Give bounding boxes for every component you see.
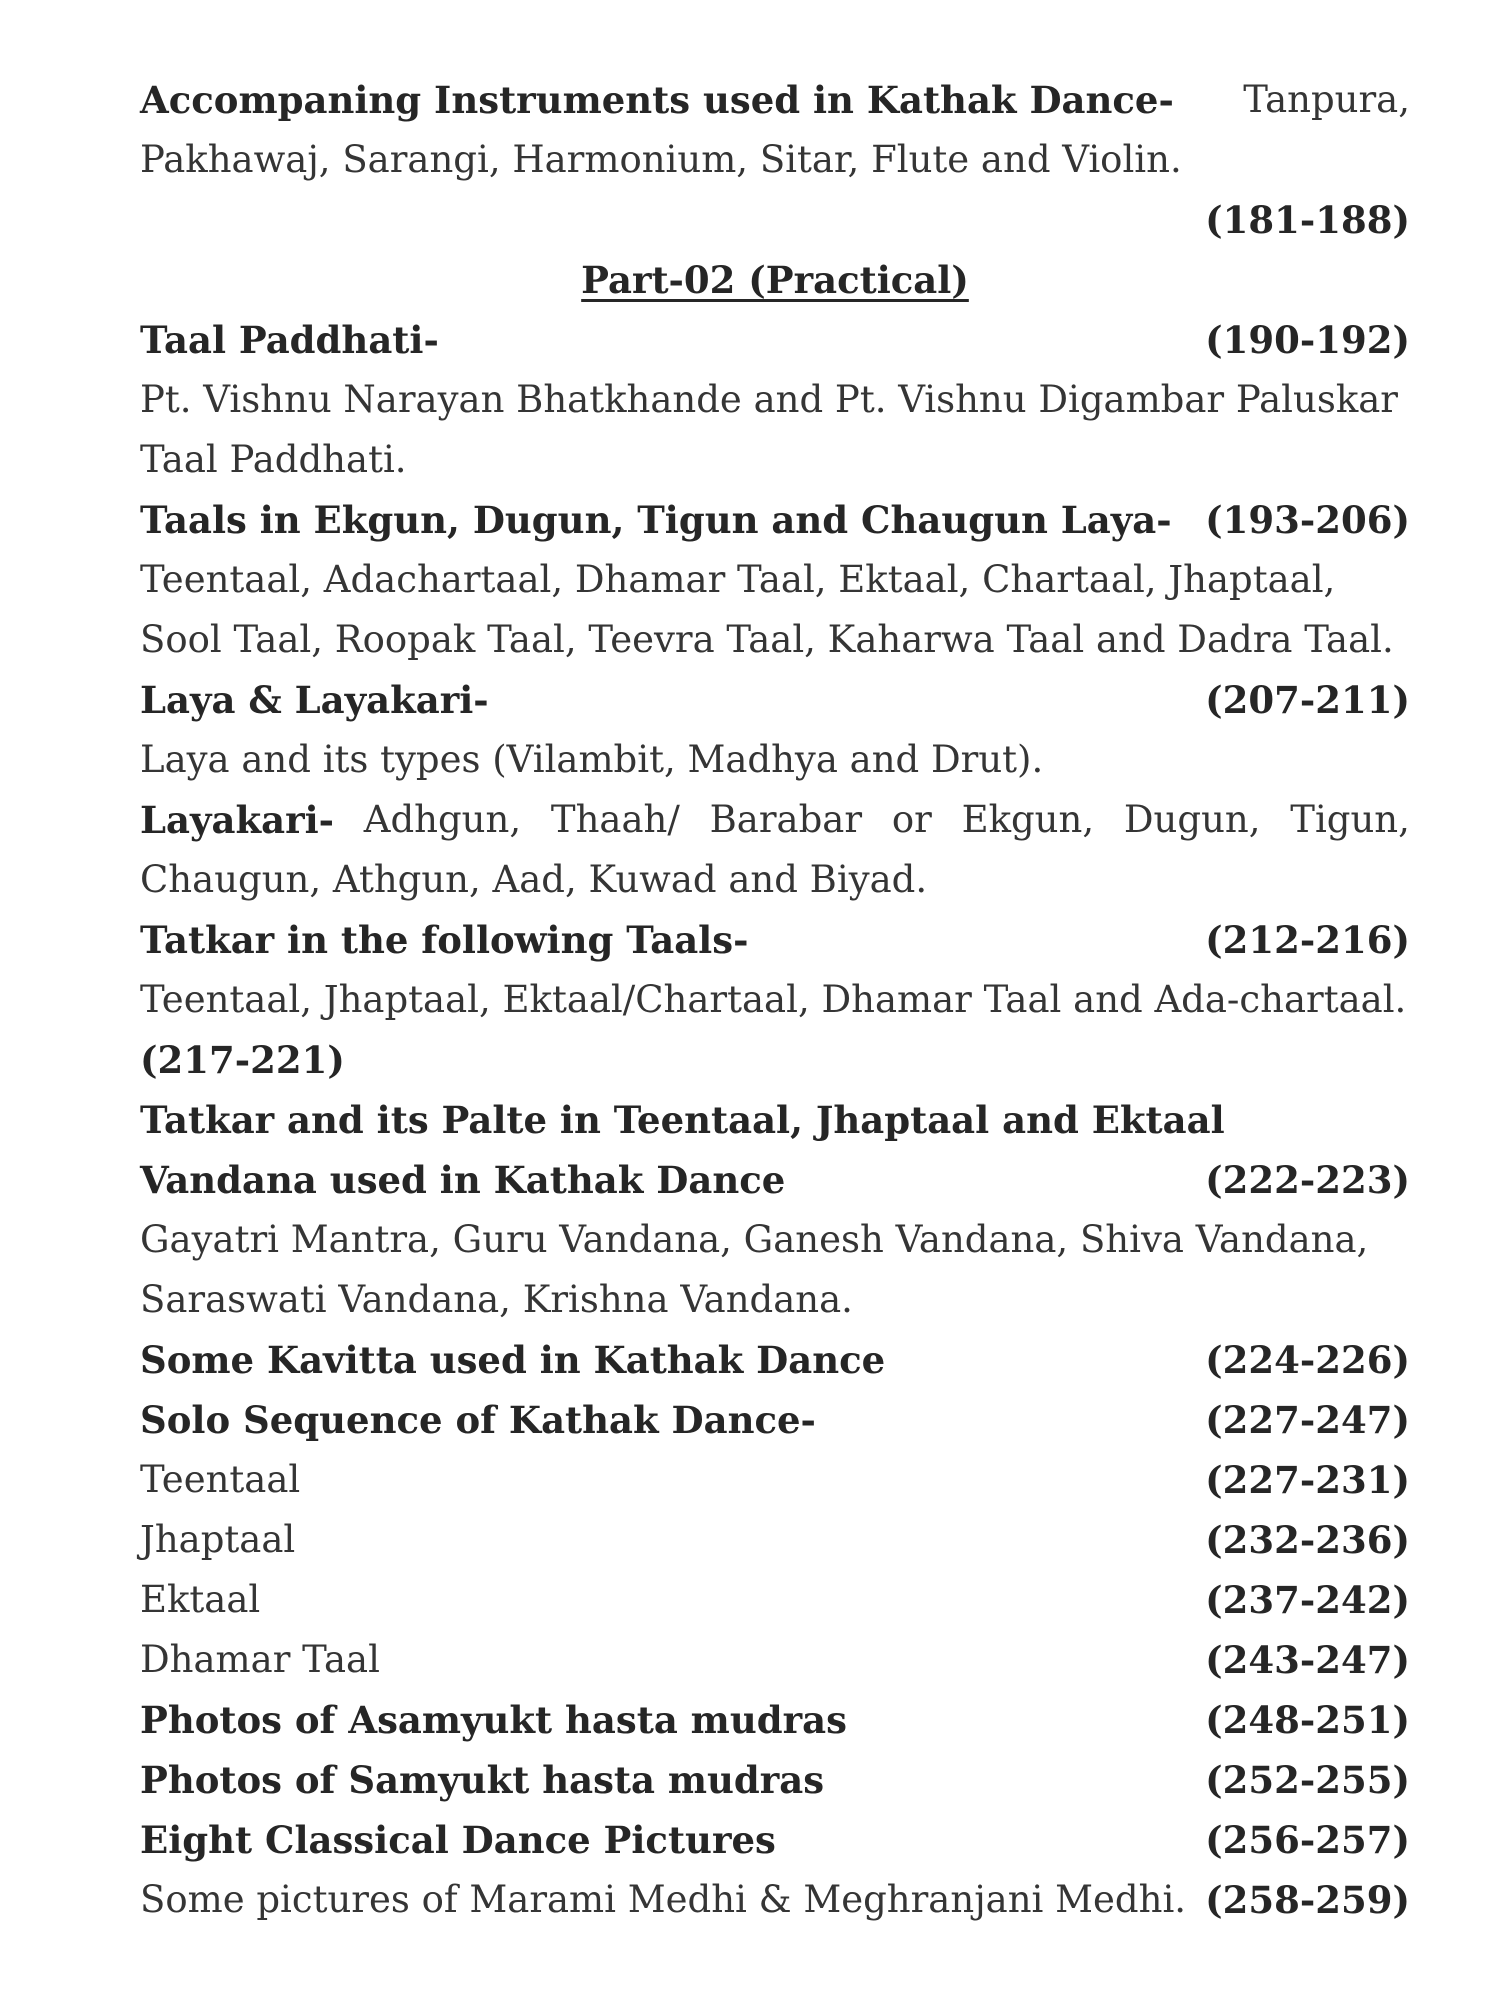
- layakari-word: Thaah/: [550, 798, 680, 841]
- layakari-word: Tigun,: [1290, 798, 1410, 841]
- instruments-line-1: [140, 70, 1410, 130]
- toc-entry-pages: (227-231): [1205, 1458, 1410, 1502]
- layakari-label: Layakari-: [140, 798, 334, 842]
- contents-page: [140, 70, 1410, 1930]
- taals-laya-heading: Taals in Ekgun, Dugun, Tigun and Chaugun Laya-: [140, 498, 1172, 542]
- taals-laya-pages: (193-206): [1205, 498, 1410, 542]
- laya-heading-line: [140, 670, 1410, 730]
- toc-entry-label: Some pictures of Marami Medhi & Meghranjani Medhi.: [140, 1878, 1187, 1921]
- layakari-text-2: Chaugun, Athgun, Aad, Kuwad and Biyad.: [140, 858, 928, 901]
- tatkar-line-1: [140, 970, 1410, 1030]
- instruments-list: Pakhawaj, Sarangi, Harmonium, Sitar, Flute and Violin.: [140, 138, 1182, 181]
- toc-entry: [140, 1390, 1410, 1450]
- toc-entry-pages: (224-226): [1205, 1338, 1410, 1382]
- toc-entry: [140, 1570, 1410, 1630]
- toc-entry-label: Solo Sequence of Kathak Dance-: [140, 1398, 816, 1442]
- layakari-word: Dugun,: [1123, 798, 1261, 841]
- toc-entry-label: Eight Classical Dance Pictures: [140, 1818, 776, 1862]
- layakari-word: Adhgun,: [363, 798, 522, 841]
- instruments-pages: (181-188): [1205, 198, 1410, 242]
- tatkar-palte-heading: Tatkar and its Palte in Teentaal, Jhaptaal and Ektaal: [140, 1098, 1225, 1142]
- taal-paddhati-line-2: [140, 430, 1410, 490]
- layakari-line: [140, 790, 1410, 850]
- vandana-line-1: [140, 1210, 1410, 1270]
- taals-laya-heading-line: [140, 490, 1410, 550]
- toc-entry: [140, 1330, 1410, 1390]
- toc-entry-label: Dhamar Taal: [140, 1638, 380, 1681]
- taal-paddhati-heading-line: [140, 310, 1410, 370]
- taal-paddhati-text-1: Pt. Vishnu Narayan Bhatkhande and Pt. Vishnu Digambar Paluskar: [140, 378, 1398, 421]
- toc-entry-label: Jhaptaal: [140, 1518, 296, 1561]
- instruments-pages-line: [140, 190, 1410, 250]
- instruments-heading: Accompaning Instruments used in Kathak Dance-: [140, 78, 1174, 122]
- toc-entry-label: Ektaal: [140, 1578, 261, 1621]
- toc-entry-label: Photos of Samyukt hasta mudras: [140, 1758, 825, 1802]
- vandana-text-1: Gayatri Mantra, Guru Vandana, Ganesh Vandana, Shiva Vandana,: [140, 1218, 1369, 1261]
- toc-entry: [140, 1750, 1410, 1810]
- instruments-line-2: [140, 130, 1410, 190]
- instruments-line1-tail: Tanpura,: [1243, 78, 1410, 121]
- part-heading: Part-02 (Practical): [581, 258, 969, 302]
- toc-entry-pages: (243-247): [1205, 1638, 1410, 1682]
- vandana-line-2: [140, 1270, 1410, 1330]
- toc-entry-pages: (258-259): [1205, 1878, 1410, 1922]
- tatkar-pages: (212-216): [1205, 918, 1410, 962]
- toc-entry: [140, 1690, 1410, 1750]
- toc-entry-pages: (227-247): [1205, 1398, 1410, 1442]
- laya-heading: Laya & Layakari-: [140, 678, 489, 722]
- taal-paddhati-line-1: [140, 370, 1410, 430]
- toc-entry-label: Some Kavitta used in Kathak Dance: [140, 1338, 886, 1382]
- layakari-word: Ekgun,: [961, 798, 1095, 841]
- taal-paddhati-heading: Taal Paddhati-: [140, 318, 439, 362]
- tatkar-pages-2: (217-221): [140, 1038, 345, 1082]
- vandana-heading: Vandana used in Kathak Dance: [140, 1158, 786, 1202]
- toc-entry: [140, 1630, 1410, 1690]
- tatkar-heading-line: [140, 910, 1410, 970]
- toc-entry-pages: (252-255): [1205, 1758, 1410, 1802]
- toc-entry: [140, 1510, 1410, 1570]
- taals-laya-text-2: Sool Taal, Roopak Taal, Teevra Taal, Kaharwa Taal and Dadra Taal.: [140, 618, 1394, 661]
- tatkar-heading: Tatkar in the following Taals-: [140, 918, 749, 962]
- tatkar-palte-line: [140, 1090, 1410, 1150]
- vandana-heading-line: [140, 1150, 1410, 1210]
- laya-pages: (207-211): [1205, 678, 1410, 722]
- toc-entry-pages: (232-236): [1205, 1518, 1410, 1562]
- laya-text-1: Laya and its types (Vilambit, Madhya and Drut).: [140, 738, 1044, 781]
- tatkar-pages2-line: [140, 1030, 1410, 1090]
- toc-entry: [140, 1810, 1410, 1870]
- layakari-line-2: [140, 850, 1410, 910]
- layakari-word: Barabar: [709, 798, 863, 841]
- laya-line-1: [140, 730, 1410, 790]
- taals-laya-line-1: [140, 550, 1410, 610]
- tatkar-text-1: Teentaal, Jhaptaal, Ektaal/Chartaal, Dhamar Taal and Ada-chartaal.: [140, 978, 1407, 1021]
- vandana-pages: (222-223): [1205, 1158, 1410, 1202]
- toc-entry-label: Teentaal: [140, 1458, 301, 1501]
- layakari-word: or: [891, 798, 932, 841]
- toc-entry-pages: (237-242): [1205, 1578, 1410, 1622]
- toc-entry-pages: (248-251): [1205, 1698, 1410, 1742]
- vandana-text-2: Saraswati Vandana, Krishna Vandana.: [140, 1278, 853, 1321]
- taal-paddhati-pages: (190-192): [1205, 318, 1410, 362]
- taals-laya-line-2: [140, 610, 1410, 670]
- toc-entry: [140, 1450, 1410, 1510]
- toc-entry-label: Photos of Asamyukt hasta mudras: [140, 1698, 847, 1742]
- taal-paddhati-text-2: Taal Paddhati.: [140, 438, 407, 481]
- toc-entry: [140, 1870, 1410, 1930]
- taals-laya-text-1: Teentaal, Adachartaal, Dhamar Taal, Ektaal, Chartaal, Jhaptaal,: [140, 558, 1336, 601]
- toc-entry-pages: (256-257): [1205, 1818, 1410, 1862]
- part-heading-line: [140, 250, 1410, 310]
